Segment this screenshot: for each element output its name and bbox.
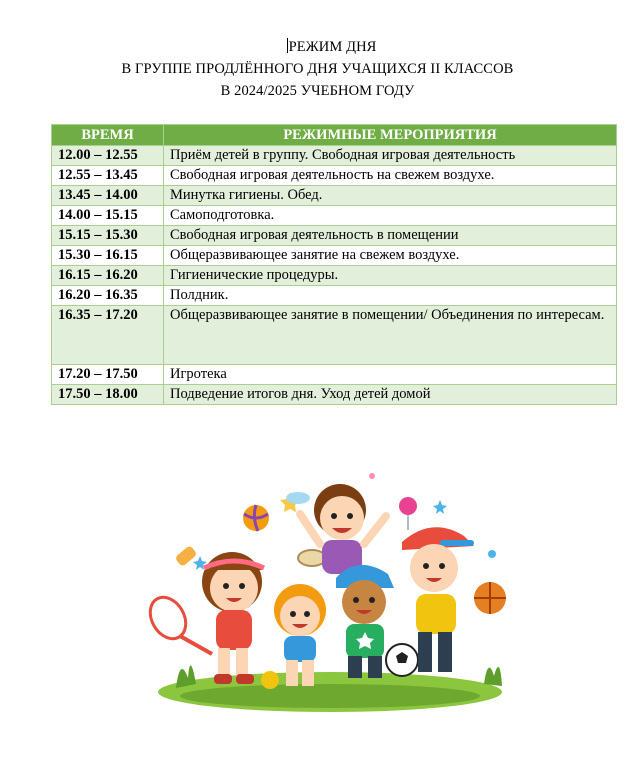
time-cell: 16.15 – 16.20	[52, 266, 164, 286]
header-time: ВРЕМЯ	[52, 125, 164, 146]
activity-cell: Свободная игровая деятельность в помещении	[164, 226, 617, 246]
star-icon	[433, 500, 447, 514]
activity-cell: Минутка гигиены. Обед.	[164, 186, 617, 206]
girl-left-figure	[202, 552, 264, 684]
table-row	[52, 306, 617, 365]
tube-icon	[174, 545, 197, 567]
dot	[369, 473, 375, 479]
time-cell: 17.20 – 17.50	[52, 365, 164, 385]
time-cell: 15.30 – 16.15	[52, 246, 164, 266]
title-line-1	[0, 36, 635, 58]
soccer-ball-icon	[386, 644, 418, 676]
frisbee-icon	[298, 550, 326, 566]
time-cell: 17.50 – 18.00	[52, 385, 164, 405]
activity-cell: Приём детей в группу. Свободная игровая деятельность	[164, 146, 617, 166]
table-row	[52, 166, 617, 186]
table-row	[52, 186, 617, 206]
table-header-row	[52, 125, 617, 146]
table-row	[52, 266, 617, 286]
schedule-table	[51, 124, 617, 405]
activity-cell: Подведение итогов дня. Уход детей домой	[164, 385, 617, 405]
candy-icon	[399, 497, 417, 530]
activity-cell: Гигиенические процедуры.	[164, 266, 617, 286]
activity-cell: Игротека	[164, 365, 617, 385]
header-activity: РЕЖИМНЫЕ МЕРОПРИЯТИЯ	[164, 125, 617, 146]
activity-cell: Полдник.	[164, 286, 617, 306]
time-cell: 12.55 – 13.45	[52, 166, 164, 186]
time-cell: 12.00 – 12.55	[52, 146, 164, 166]
activity-cell: Общеразвивающее занятие на свежем воздухе.	[164, 246, 617, 266]
cloud	[286, 492, 310, 504]
title-line-2: В ГРУППЕ ПРОДЛЁННОГО ДНЯ УЧАЩИХСЯ II КЛАССОВ	[121, 61, 514, 77]
time-cell: 13.45 – 14.00	[52, 186, 164, 206]
volleyball-icon	[243, 505, 269, 531]
table-row	[52, 246, 617, 266]
basketball-icon	[474, 582, 506, 614]
table-row	[52, 226, 617, 246]
document-title-block	[0, 36, 635, 102]
dot	[488, 550, 496, 558]
table-row	[52, 146, 617, 166]
grass-shadow	[180, 684, 480, 708]
time-cell: 16.35 – 17.20	[52, 306, 164, 365]
activity-cell: Общеразвивающее занятие в помещении/ Объединения по интересам.	[164, 306, 617, 365]
table-row	[52, 206, 617, 226]
table-row	[52, 385, 617, 405]
text-cursor	[287, 38, 288, 53]
time-cell: 16.20 – 16.35	[52, 286, 164, 306]
title-text: РЕЖИМ ДНЯ	[288, 39, 377, 55]
grass-tuft-right	[484, 667, 502, 686]
time-cell: 14.00 – 15.15	[52, 206, 164, 226]
time-cell: 15.15 – 15.30	[52, 226, 164, 246]
title-line-3: В 2024/2025 УЧЕБНОМ ГОДУ	[220, 83, 415, 99]
table-row	[52, 286, 617, 306]
children-illustration	[140, 470, 510, 720]
racket-icon	[143, 591, 212, 654]
activity-cell: Свободная игровая деятельность на свежем воздухе.	[164, 166, 617, 186]
table-row	[52, 365, 617, 385]
activity-cell: Самоподготовка.	[164, 206, 617, 226]
